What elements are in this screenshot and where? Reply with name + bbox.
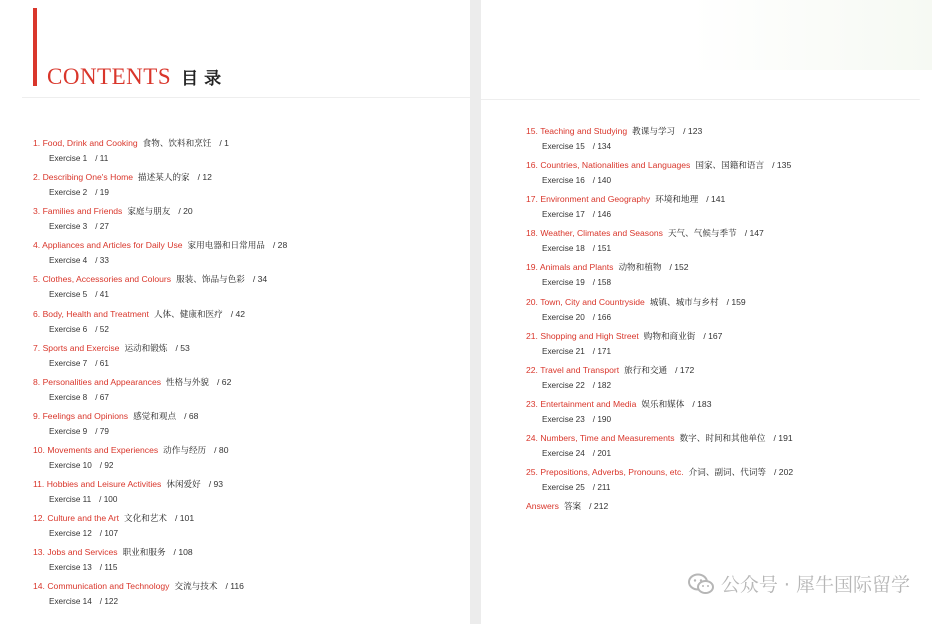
entry-title-text: Entertainment and Media (540, 398, 637, 409)
exercise-label: Exercise 2 (49, 188, 88, 198)
exercise-label: Exercise 19 (542, 278, 585, 288)
exercise-label: Exercise 3 (49, 222, 88, 232)
exercise-entry[interactable] (49, 597, 118, 606)
toc-entry[interactable] (526, 330, 722, 342)
entry-title (33, 479, 161, 489)
entry-title-zh: 感觉和观点 (133, 410, 177, 421)
entry-title-zh: 娱乐和媒体 (641, 398, 685, 409)
exercise-entry[interactable] (542, 210, 611, 219)
entry-title-zh: 天气、气候与季节 (667, 228, 737, 239)
entry-title-text: Personalities and Appearances (42, 376, 162, 387)
entry-page: / 34 (252, 274, 268, 285)
exercise-page: / 140 (592, 176, 611, 186)
entry-title (526, 433, 675, 443)
exercise-label: Exercise 17 (542, 210, 585, 220)
exercise-label: Exercise 12 (49, 529, 92, 539)
toc-entry[interactable] (526, 261, 689, 273)
entry-title-zh: 家庭与朋友 (127, 206, 171, 217)
exercise-page: / 107 (99, 529, 118, 539)
entry-title-text: Numbers, Time and Measurements (540, 432, 675, 443)
entry-number: 10. (33, 444, 45, 455)
entry-title (526, 262, 613, 272)
exercise-label: Exercise 5 (49, 290, 88, 300)
toc-entry[interactable] (526, 159, 791, 171)
exercise-page: / 166 (592, 312, 611, 322)
exercise-entry[interactable] (49, 325, 109, 334)
entry-number: 4. (33, 240, 41, 251)
entry-title-text: Describing One's Home (42, 172, 134, 183)
entry-title-zh: 数字、时间和其他单位 (679, 432, 766, 443)
exercise-entry[interactable] (49, 563, 117, 572)
toc-entry[interactable] (526, 466, 793, 478)
toc-entry[interactable] (33, 512, 194, 524)
exercise-label: Exercise 6 (49, 324, 88, 334)
entry-title (526, 228, 663, 238)
exercise-page: / 61 (95, 358, 109, 368)
exercise-label: Exercise 23 (542, 414, 585, 424)
exercise-entry[interactable] (49, 256, 109, 265)
exercise-label: Exercise 10 (49, 460, 92, 470)
toc-right-column (481, 0, 932, 624)
entry-title (526, 194, 650, 204)
exercise-label: Exercise 11 (49, 495, 92, 504)
right-page (481, 0, 932, 624)
entry-number: 20. (526, 296, 538, 307)
entry-title (526, 331, 639, 341)
entry-page: / 167 (703, 330, 723, 341)
entry-title-text: Town, City and Countryside (540, 296, 645, 307)
entry-title-text: Animals and Plants (539, 262, 614, 273)
title-english: CONTENTS (47, 64, 172, 89)
entry-title (526, 297, 645, 307)
exercise-entry[interactable] (542, 449, 611, 458)
toc-entry[interactable] (33, 171, 212, 183)
entry-title (526, 399, 636, 409)
entry-title-zh: 食物、饮料和烹饪 (142, 138, 212, 148)
entry-page: / 159 (726, 296, 746, 307)
exercise-entry[interactable] (49, 495, 117, 504)
entry-title-zh: 人体、健康和医疗 (153, 308, 223, 319)
exercise-entry[interactable] (542, 483, 610, 492)
exercise-label: Exercise 13 (49, 563, 92, 573)
toc-entry[interactable] (33, 273, 267, 285)
toc-entry[interactable] (526, 398, 711, 410)
entry-title-zh: 交流与技术 (174, 581, 218, 592)
toc-entry[interactable] (33, 205, 193, 217)
exercise-page: / 190 (592, 414, 611, 424)
watermark-text: 公众号 · 犀牛国际留学 (720, 574, 910, 596)
entry-title-zh: 购物和商业街 (643, 330, 696, 341)
entry-page: / 191 (773, 432, 793, 443)
entry-title (526, 126, 627, 136)
exercise-entry[interactable] (49, 290, 109, 299)
exercise-label: Exercise 9 (49, 426, 88, 436)
entry-title (33, 309, 149, 319)
entry-page: / 101 (175, 513, 195, 524)
exercise-page: / 182 (592, 380, 611, 390)
entry-title (33, 343, 119, 353)
entry-number: 14. (33, 581, 45, 592)
watermark (687, 570, 910, 597)
exercise-page: / 134 (592, 142, 611, 151)
entry-page: / 28 (272, 240, 288, 251)
toc-entry[interactable] (33, 580, 244, 592)
entry-title (33, 240, 183, 250)
toc-entry[interactable] (526, 227, 764, 239)
answers-entry[interactable] (526, 500, 608, 512)
toc-entry[interactable] (33, 478, 223, 490)
exercise-page: / 115 (99, 563, 118, 573)
toc-entry[interactable] (33, 342, 190, 354)
entry-page: / 108 (173, 547, 193, 558)
exercise-entry[interactable] (49, 393, 109, 402)
entry-title (33, 581, 169, 591)
exercise-entry[interactable] (49, 154, 108, 163)
entry-title-zh: 文化和艺术 (124, 513, 167, 524)
entry-number: 13. (33, 547, 45, 558)
exercise-label: Exercise 16 (542, 176, 585, 186)
exercise-label: Exercise 22 (542, 380, 585, 390)
exercise-label: Exercise 18 (542, 244, 585, 254)
entry-title (33, 445, 158, 455)
entry-title-text: Prepositions, Adverbs, Pronouns, etc. (540, 467, 684, 477)
exercise-label: Exercise 4 (49, 256, 88, 266)
entry-title-zh: 职业和服务 (122, 547, 166, 558)
exercise-entry[interactable] (49, 222, 109, 231)
entry-title-zh: 教课与学习 (632, 126, 676, 136)
entry-number: 9. (33, 410, 41, 421)
entry-title-text: Environment and Geography (540, 194, 651, 205)
entry-title-text: Food, Drink and Cooking (42, 138, 138, 148)
entry-title (33, 411, 128, 421)
exercise-label: Exercise 21 (542, 346, 585, 356)
entry-number: 15. (526, 126, 538, 136)
entry-title-text: Appliances and Articles for Daily Use (42, 240, 183, 251)
toc-entry[interactable] (33, 239, 287, 251)
entry-number: 5. (33, 274, 41, 285)
entry-page: / 116 (225, 581, 244, 592)
entry-title (33, 172, 133, 182)
entry-title-text: Sports and Exercise (42, 342, 120, 353)
toc-entry[interactable] (526, 296, 746, 308)
exercise-entry[interactable] (49, 188, 109, 197)
entry-page: / 12 (197, 172, 212, 183)
entry-title (33, 377, 161, 387)
exercise-page: / 211 (592, 483, 611, 492)
entry-title-zh: 动作与经历 (163, 444, 207, 455)
entry-page: / 123 (683, 126, 703, 136)
entry-title-zh: 旅行和交通 (624, 364, 668, 375)
exercise-entry[interactable] (542, 313, 611, 322)
entry-number: 22. (526, 364, 538, 375)
entry-number: 21. (526, 330, 538, 341)
exercise-page: / 122 (99, 597, 118, 607)
exercise-page: / 19 (95, 188, 109, 198)
toc-entry[interactable] (526, 193, 725, 205)
entry-title (33, 138, 138, 148)
toc-entry[interactable] (33, 546, 193, 558)
toc-entry[interactable] (33, 137, 229, 149)
entry-number: 3. (33, 206, 41, 217)
entry-title-text: Travel and Transport (540, 364, 620, 375)
exercise-page: / 171 (592, 346, 611, 356)
entry-page: / 183 (692, 398, 712, 409)
exercise-label: Exercise 7 (49, 358, 88, 368)
exercise-page: / 11 (95, 154, 109, 163)
entry-page: / 135 (772, 160, 792, 171)
entry-title-text: Culture and the Art (47, 513, 120, 524)
entry-title-text: Hobbies and Leisure Activities (46, 479, 162, 489)
exercise-entry[interactable] (542, 347, 611, 356)
entry-title (33, 513, 119, 523)
entry-title (33, 206, 122, 216)
entry-title-zh: 介词、副词、代词等 (688, 467, 767, 477)
exercise-label: Exercise 1 (49, 154, 88, 163)
entry-page: / 1 (219, 138, 229, 148)
exercise-entry[interactable] (49, 427, 109, 436)
exercise-entry[interactable] (542, 176, 611, 185)
entry-number: 7. (33, 342, 41, 353)
entry-number: 23. (526, 398, 538, 409)
answers-label: Answers (526, 501, 559, 511)
entry-number: 8. (33, 376, 41, 387)
entry-title-zh: 城镇、城市与乡村 (649, 296, 719, 307)
exercise-page: / 100 (99, 495, 118, 504)
exercise-entry[interactable] (542, 415, 611, 424)
entry-number: 11. (33, 479, 45, 489)
entry-page: / 20 (178, 206, 193, 217)
entry-number: 1. (33, 138, 41, 148)
exercise-page: / 79 (95, 426, 109, 436)
entry-page: / 141 (706, 194, 726, 205)
entry-title-zh: 动物和植物 (618, 262, 662, 273)
entry-number: 16. (526, 160, 538, 171)
exercise-entry[interactable] (542, 278, 611, 287)
exercise-page: / 158 (592, 278, 611, 288)
exercise-label: Exercise 25 (542, 483, 585, 492)
exercise-label: Exercise 8 (49, 392, 88, 402)
toc-entry[interactable] (526, 125, 702, 137)
toc-entry[interactable] (526, 364, 694, 376)
entry-page: / 42 (230, 308, 246, 319)
entry-title-text: Movements and Experiences (47, 444, 159, 455)
entry-title-text: Feelings and Opinions (42, 410, 129, 421)
entry-page: / 80 (214, 444, 229, 455)
entry-number: 6. (33, 308, 41, 319)
exercise-label: Exercise 15 (542, 142, 585, 151)
exercise-page: / 27 (95, 222, 109, 232)
entry-title-zh: 描述某人的家 (138, 172, 190, 183)
entry-title-text: Jobs and Services (47, 547, 118, 558)
entry-title-text: Clothes, Accessories and Colours (42, 274, 172, 285)
entry-title-zh: 家用电器和日常用品 (187, 240, 265, 251)
entry-title (526, 365, 619, 375)
exercise-label: Exercise 14 (49, 597, 92, 607)
answers-zh: 答案 (563, 501, 582, 511)
exercise-entry[interactable] (49, 529, 118, 538)
entry-page: / 152 (669, 262, 689, 273)
entry-title-zh: 服装、饰品与色彩 (176, 274, 245, 285)
exercise-label: Exercise 24 (542, 448, 585, 458)
exercise-entry[interactable] (542, 244, 611, 253)
toc-entry[interactable] (33, 308, 245, 320)
entry-title (526, 467, 684, 477)
exercise-page: / 151 (592, 244, 611, 254)
entry-title-text: Teaching and Studying (540, 126, 628, 136)
entry-title-zh: 环境和地理 (655, 194, 699, 205)
title-chinese: 目录 (181, 69, 228, 89)
exercise-entry[interactable] (49, 461, 113, 470)
exercise-label: Exercise 20 (542, 312, 585, 322)
entry-title-zh: 运动和锻炼 (124, 342, 168, 353)
entry-title-text: Countries, Nationalities and Languages (540, 160, 691, 171)
entry-page: / 93 (208, 479, 224, 489)
entry-title-zh: 性格与外貌 (166, 376, 210, 387)
entry-number: 19. (526, 262, 538, 273)
exercise-page: / 41 (95, 290, 109, 300)
entry-page: / 62 (217, 376, 232, 387)
entry-title-zh: 休闲爱好 (166, 479, 201, 489)
entry-title-text: Shopping and High Street (540, 330, 639, 341)
exercise-page: / 92 (99, 460, 114, 470)
entry-page: / 147 (744, 228, 764, 239)
entry-number: 18. (526, 228, 538, 239)
entry-number: 17. (526, 194, 538, 205)
entry-title-text: Families and Friends (42, 206, 123, 217)
entry-title-text: Communication and Technology (47, 581, 170, 592)
exercise-page: / 67 (95, 392, 109, 402)
entry-title-text: Weather, Climates and Seasons (540, 228, 663, 239)
entry-page: / 53 (175, 342, 190, 353)
entry-number: 2. (33, 172, 41, 183)
entry-number: 12. (33, 513, 45, 524)
exercise-entry[interactable] (542, 381, 611, 390)
answers-page: / 212 (589, 501, 609, 511)
toc-entry[interactable] (33, 444, 229, 456)
entry-number: 25. (526, 467, 538, 477)
entry-title (526, 160, 690, 170)
exercise-page: / 52 (95, 324, 109, 334)
entry-title (33, 547, 118, 557)
exercise-page: / 201 (592, 448, 611, 458)
entry-page: / 68 (184, 410, 199, 421)
toc-entry[interactable] (33, 410, 198, 422)
exercise-entry[interactable] (49, 359, 109, 368)
toc-entry[interactable] (526, 432, 793, 444)
entry-page: / 172 (675, 364, 695, 375)
entry-title-zh: 国家、国籍和语言 (695, 160, 765, 171)
entry-title (33, 274, 171, 284)
entry-number: 24. (526, 432, 538, 443)
entry-title-text: Body, Health and Treatment (42, 308, 149, 319)
exercise-page: / 146 (592, 210, 611, 220)
exercise-page: / 33 (95, 256, 109, 266)
entry-page: / 202 (774, 467, 794, 477)
wechat-icon (687, 572, 715, 596)
toc-entry[interactable] (33, 376, 231, 388)
exercise-entry[interactable] (542, 142, 611, 151)
